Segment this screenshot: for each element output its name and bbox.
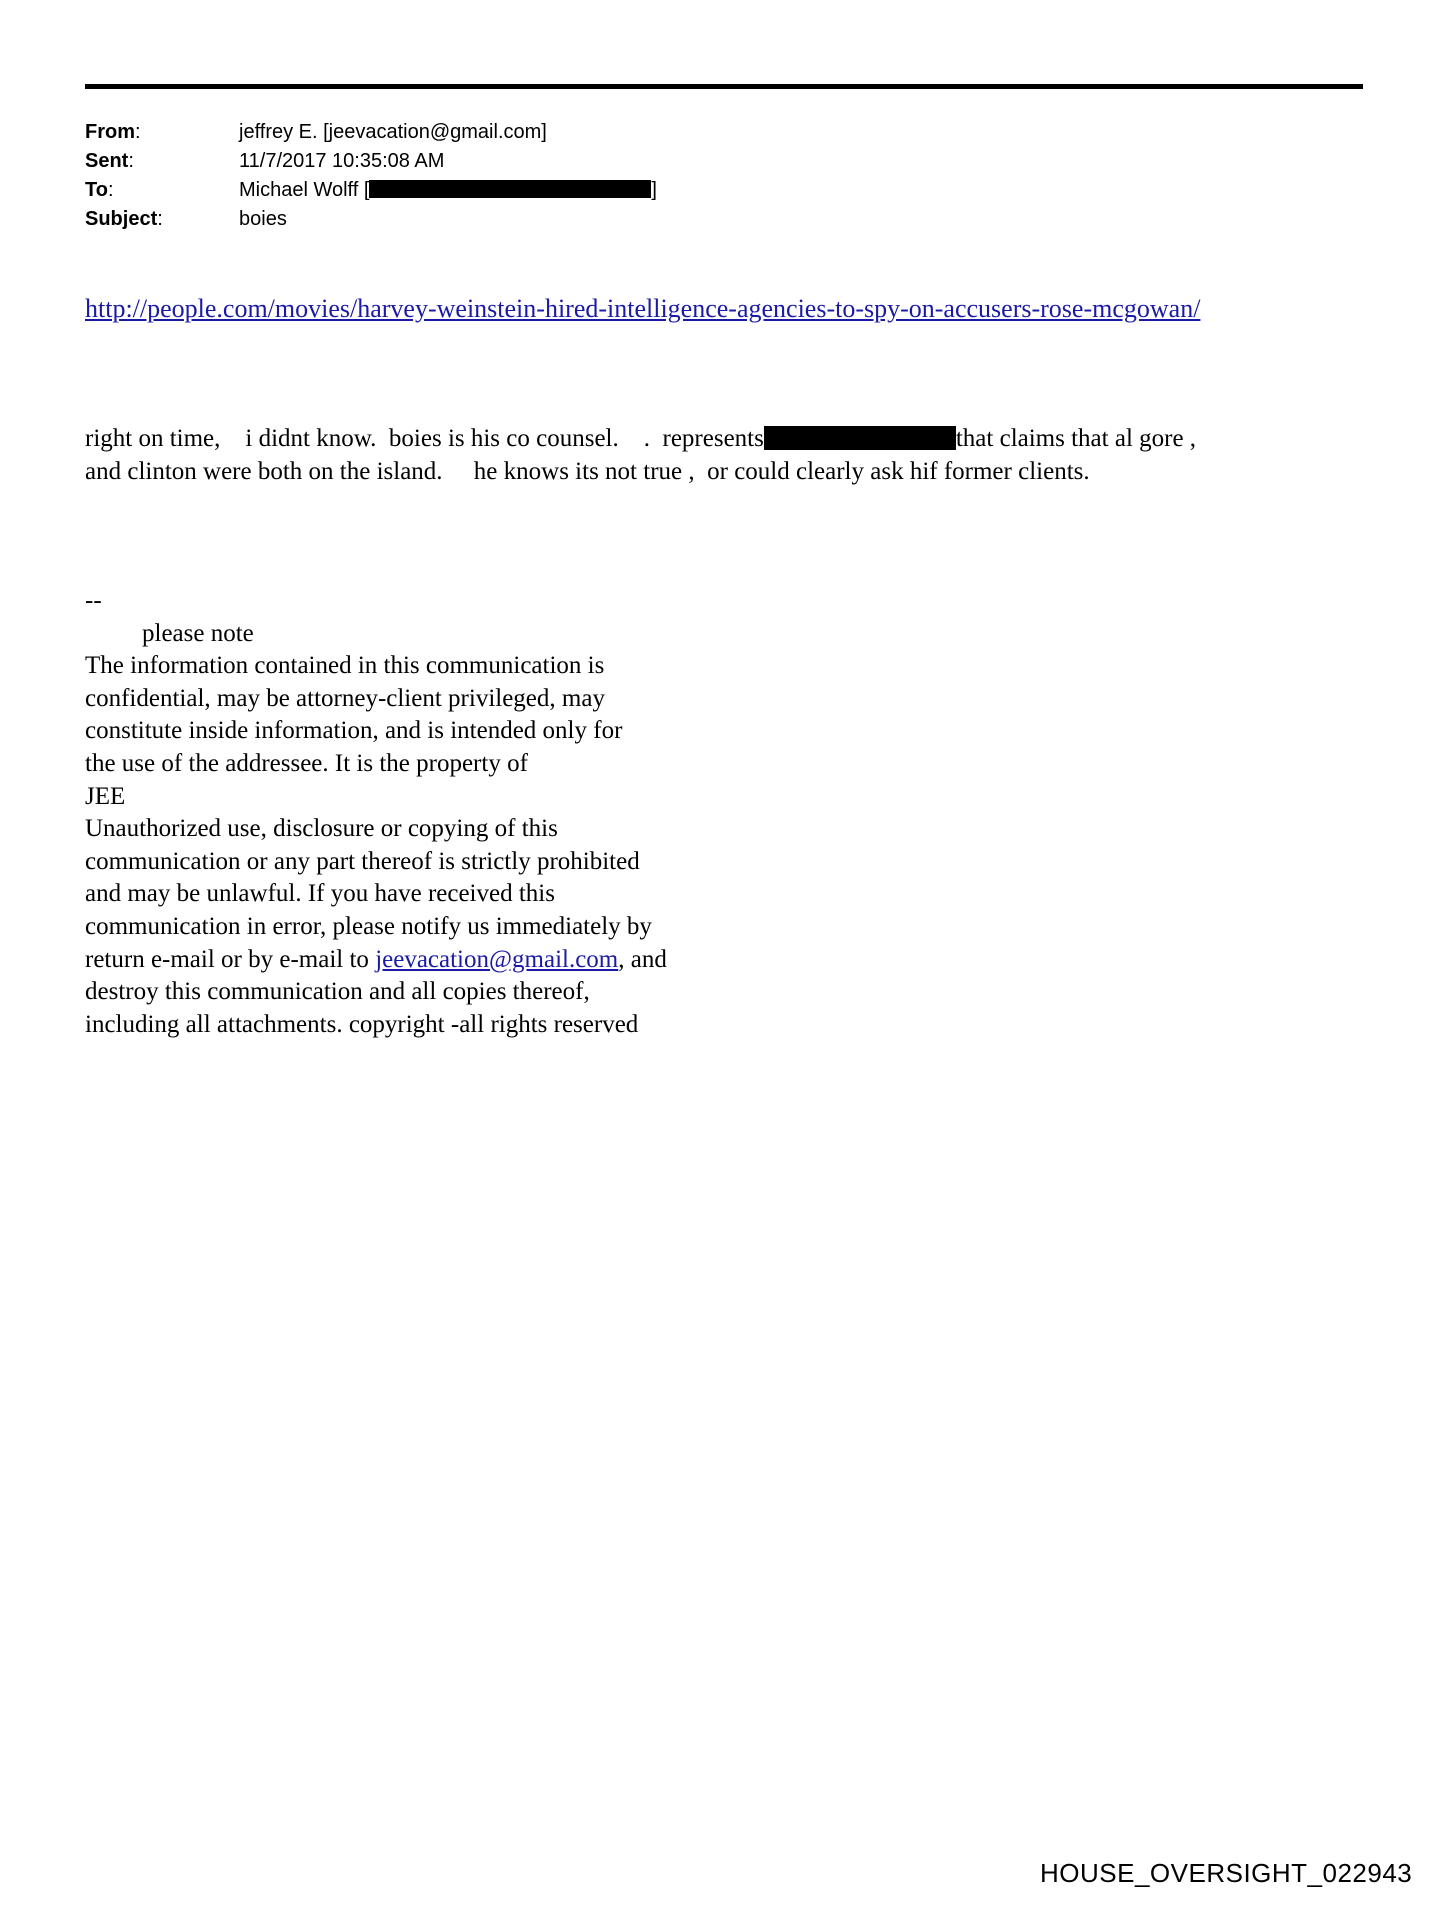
redaction-block — [764, 426, 956, 450]
body-line2: and clinton were both on the island. he knows its not true , or could clearly ask hif former clients. — [85, 458, 1090, 485]
disclaimer-line: confidential, may be attorney-client privileged, may — [85, 684, 605, 712]
disclaimer-line: Unauthorized use, disclosure or copying of this — [85, 815, 558, 843]
subject-value: boies — [239, 208, 287, 230]
bates-number: HOUSE_OVERSIGHT_022943 — [1040, 1858, 1413, 1888]
email-link[interactable]: jeevacation@gmail.com — [375, 945, 619, 973]
disclaimer-line: communication or any part thereof is strictly prohibited — [85, 847, 640, 875]
disclaimer-line: including all attachments. copyright -all rights reserved — [85, 1010, 639, 1038]
to-value: Michael Wolff [ ] — [239, 179, 657, 201]
from-row — [85, 118, 657, 147]
to-label: To: — [85, 179, 114, 201]
disclaimer-line: JEE — [85, 782, 126, 810]
disclaimer-line: and may be unlawful. If you have received this — [85, 880, 555, 908]
sent-value: 11/7/2017 10:35:08 AM — [239, 150, 445, 172]
subject-label: Subject: — [85, 208, 163, 230]
disclaimer-line: The information contained in this communication is — [85, 652, 605, 680]
subject-row — [85, 205, 657, 234]
header-rule — [85, 84, 1363, 89]
disclaimer-line: constitute inside information, and is intended only for — [85, 717, 623, 745]
to-row — [85, 176, 657, 205]
redaction-block — [369, 180, 651, 198]
sent-row — [85, 147, 657, 176]
disclaimer-return-line: return e-mail or by e-mail to jeevacation@gmail.com, and — [85, 945, 667, 973]
email-header — [85, 118, 657, 234]
from-value: jeffrey E. [jeevacation@gmail.com] — [239, 121, 547, 143]
signature-note: please note — [142, 619, 254, 647]
from-label: From: — [85, 121, 141, 143]
sent-label: Sent: — [85, 150, 134, 172]
article-link[interactable]: http://people.com/movies/harvey-weinstein-hired-intelligence-agencies-to-spy-on-accusers-rose-mcgowan/ — [85, 294, 1201, 323]
body-line1-end: that claims that al gore , — [955, 425, 1197, 452]
disclaimer-line: destroy this communication and all copies thereof, — [85, 978, 590, 1006]
disclaimer-line: communication in error, please notify us immediately by — [85, 912, 652, 940]
message-body — [85, 422, 1375, 488]
email-signature — [85, 585, 667, 1041]
disclaimer-line: the use of the addressee. It is the property of — [85, 749, 528, 777]
body-line1-start: right on time, i didnt know. boies is his co counsel. . represents — [85, 425, 764, 452]
signature-dashes: -- — [85, 587, 102, 614]
